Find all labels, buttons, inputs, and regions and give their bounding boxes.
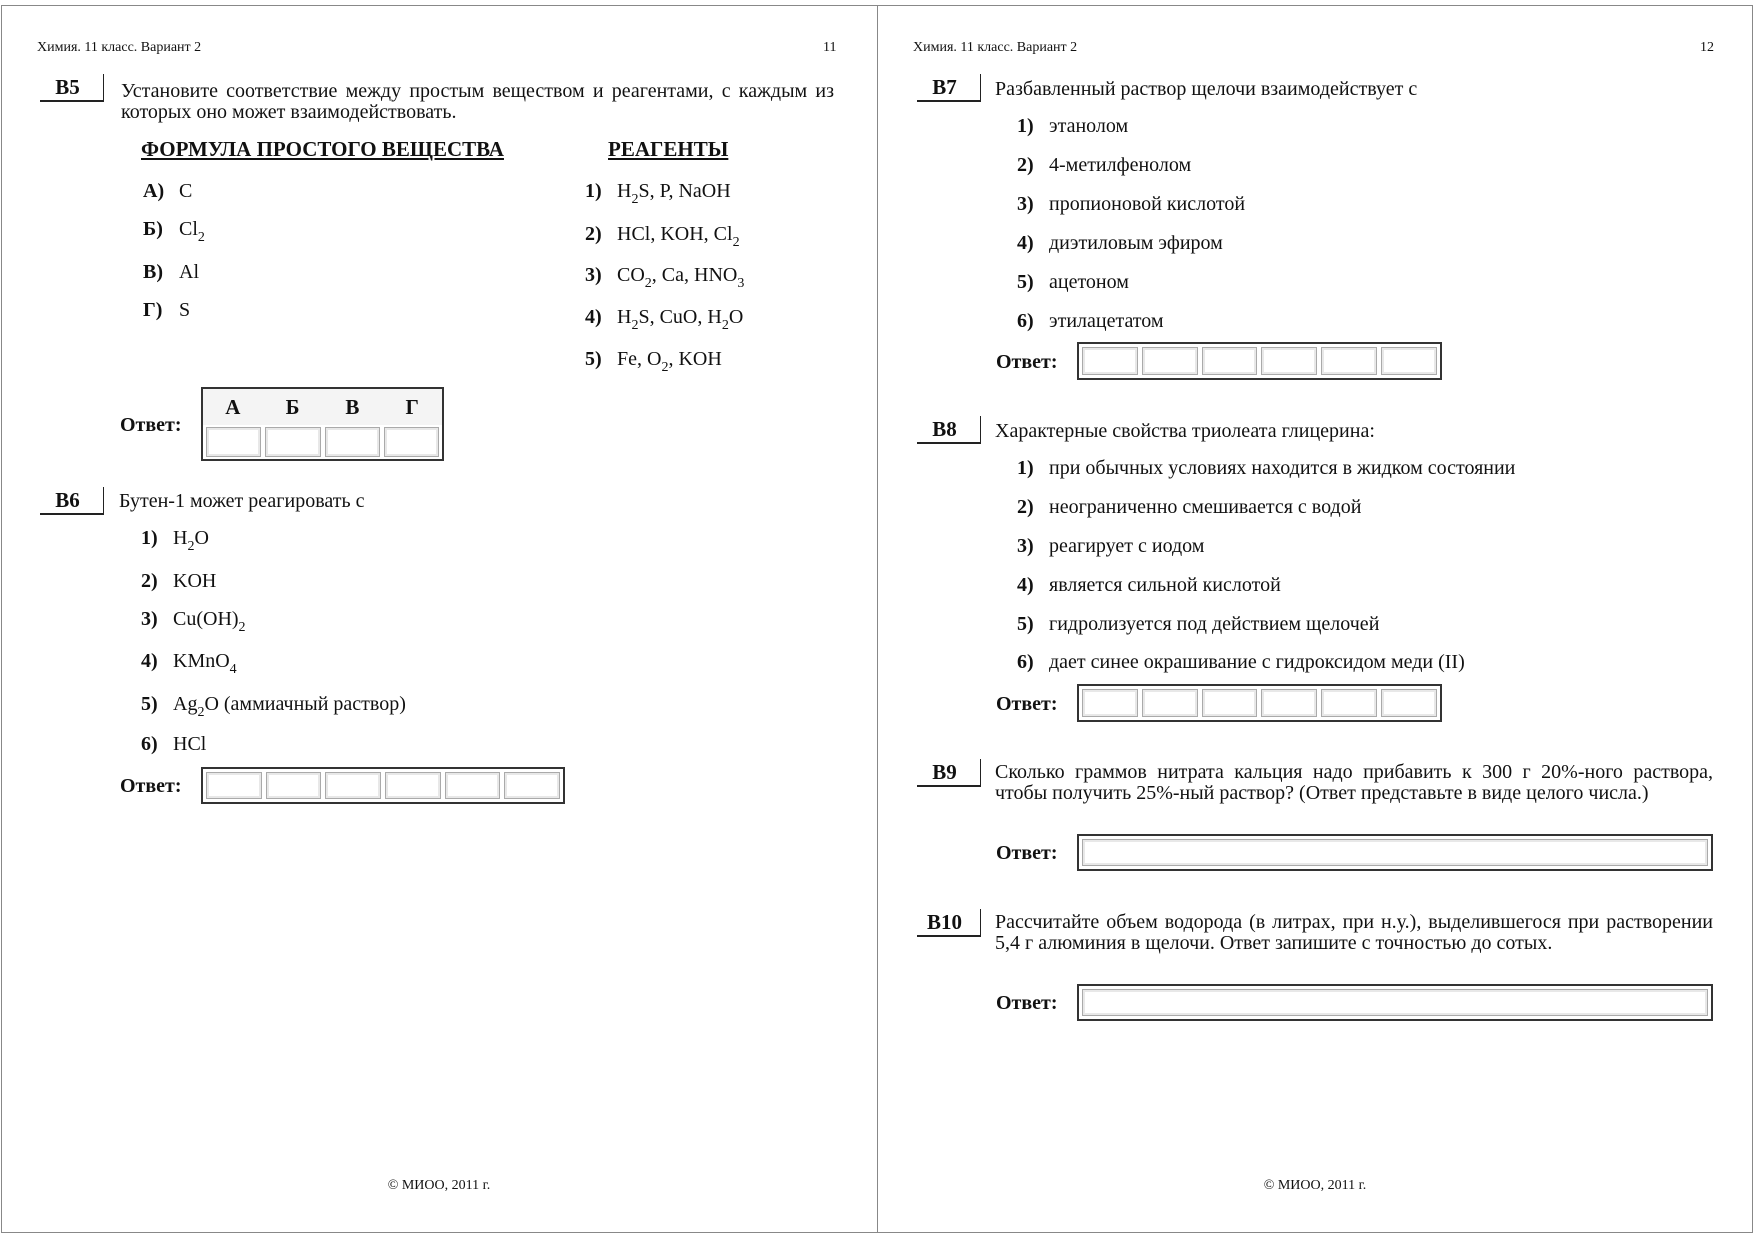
option-text: при обычных условиях находится в жидком состоянии bbox=[1049, 457, 1516, 479]
answer-column-header: Б bbox=[285, 395, 300, 419]
option-key: 1) bbox=[585, 180, 602, 202]
answer-cell[interactable] bbox=[1202, 347, 1258, 375]
option-text: является сильной кислотой bbox=[1049, 574, 1281, 596]
option-key: Б) bbox=[143, 218, 163, 240]
b10-answer-field[interactable] bbox=[1077, 984, 1713, 1021]
answer-cell[interactable] bbox=[1261, 689, 1317, 717]
option-text: $Cu(OH)_2$ bbox=[173, 608, 246, 635]
question-label-b5: B5 bbox=[40, 74, 104, 102]
option-text: HCl, KOH, $Cl_2$ bbox=[617, 223, 740, 250]
answer-cell[interactable] bbox=[1321, 347, 1377, 375]
column-heading-reagents: РЕАГЕНТЫ bbox=[608, 137, 729, 161]
page-footer: © МИОО, 2011 г. bbox=[1263, 1178, 1367, 1193]
option-key: 3) bbox=[585, 264, 602, 286]
answer-cell-a[interactable] bbox=[206, 427, 261, 457]
answer-cell[interactable] bbox=[325, 772, 381, 799]
answer-cell[interactable] bbox=[1142, 347, 1198, 375]
answer-cell[interactable] bbox=[1082, 839, 1708, 866]
answer-cell[interactable] bbox=[1261, 347, 1317, 375]
page-header: Химия. 11 класс. Вариант 2 bbox=[37, 40, 202, 55]
option-key: 5) bbox=[1017, 271, 1034, 293]
question-label-b8: B8 bbox=[917, 416, 981, 444]
answer-cell[interactable] bbox=[1082, 347, 1138, 375]
option-key: 5) bbox=[1017, 613, 1034, 635]
option-key: 2) bbox=[585, 223, 602, 245]
option-text: реагирует с иодом bbox=[1049, 535, 1205, 557]
answer-label: Ответ: bbox=[996, 693, 1058, 715]
option-key: 5) bbox=[585, 348, 602, 370]
option-text: C bbox=[179, 180, 193, 202]
answer-column-header: А bbox=[225, 395, 241, 419]
question-label-b9: B9 bbox=[917, 759, 981, 787]
option-text: дает синее окрашивание с гидроксидом меди (II) bbox=[1049, 651, 1465, 673]
option-key: 4) bbox=[585, 306, 602, 328]
option-key: 1) bbox=[1017, 115, 1034, 137]
page-header: Химия. 11 класс. Вариант 2 bbox=[913, 40, 1078, 55]
answer-label: Ответ: bbox=[996, 842, 1058, 864]
question-text-b5: Установите соответствие между простым веществом и реагентами, с каждым из которых оно может взаимодействовать. bbox=[121, 80, 834, 123]
option-text: 4-метилфенолом bbox=[1049, 154, 1192, 176]
option-key: 4) bbox=[1017, 232, 1034, 254]
question-label-b7: B7 bbox=[917, 74, 981, 102]
b5-answer-table bbox=[201, 387, 444, 461]
answer-label: Ответ: bbox=[120, 414, 182, 436]
answer-label: Ответ: bbox=[120, 775, 182, 797]
option-text: Al bbox=[179, 261, 199, 283]
answer-column-header: В bbox=[345, 395, 360, 419]
option-text: $H_2S$, CuO, $H_2O$ bbox=[617, 306, 744, 333]
answer-cell[interactable] bbox=[1321, 689, 1377, 717]
option-key: В) bbox=[143, 261, 163, 283]
option-key: 2) bbox=[1017, 496, 1034, 518]
answer-cell[interactable] bbox=[385, 772, 441, 799]
question-label-b6: B6 bbox=[40, 487, 104, 515]
option-text: Fe, $O_2$, KOH bbox=[617, 348, 722, 375]
question-label-b10: B10 bbox=[917, 909, 981, 937]
question-text-b7: Разбавленный раствор щелочи взаимодействует с bbox=[995, 78, 1418, 100]
option-key: Г) bbox=[143, 299, 163, 321]
b9-answer-field[interactable] bbox=[1077, 834, 1713, 871]
b8-answer-field[interactable] bbox=[1077, 684, 1442, 722]
option-text: диэтиловым эфиром bbox=[1049, 232, 1223, 254]
option-text: $H_2S$, P, NaOH bbox=[617, 180, 731, 207]
left-page bbox=[1, 5, 878, 1233]
option-text: $Cl_2$ bbox=[179, 218, 205, 245]
option-text: $Ag_2O$ (аммиачный раствор) bbox=[173, 693, 406, 720]
answer-cell-v[interactable] bbox=[325, 427, 380, 457]
option-text: HCl bbox=[173, 733, 207, 755]
answer-cell-g[interactable] bbox=[384, 427, 439, 457]
option-key: 6) bbox=[1017, 651, 1034, 673]
question-text-b8: Характерные свойства триолеата глицерина: bbox=[995, 420, 1375, 442]
column-heading-formula: ФОРМУЛА ПРОСТОГО ВЕЩЕСТВА bbox=[141, 137, 504, 161]
question-text-b6: Бутен-1 может реагировать с bbox=[119, 490, 365, 512]
option-text: S bbox=[179, 299, 191, 321]
option-key: 4) bbox=[1017, 574, 1034, 596]
b6-answer-field[interactable] bbox=[201, 767, 565, 804]
option-key: 6) bbox=[141, 733, 158, 755]
answer-cell[interactable] bbox=[1142, 689, 1198, 717]
option-text: KMnO$_4$ bbox=[173, 650, 237, 677]
option-key: 6) bbox=[1017, 310, 1034, 332]
answer-cell[interactable] bbox=[266, 772, 322, 799]
option-text: KOH bbox=[173, 570, 217, 592]
answer-label: Ответ: bbox=[996, 351, 1058, 373]
option-text: неограниченно смешивается с водой bbox=[1049, 496, 1362, 518]
answer-cell[interactable] bbox=[504, 772, 560, 799]
question-text-b9: Сколько граммов нитрата кальция надо прибавить к 300 г 20%-ного раствора, чтобы получить 25%-ный раствор? (Ответ представьте в виде целого числа.) bbox=[995, 761, 1713, 804]
option-key: 5) bbox=[141, 693, 158, 715]
answer-cell[interactable] bbox=[1381, 689, 1437, 717]
answer-cell[interactable] bbox=[1202, 689, 1258, 717]
answer-cell[interactable] bbox=[1082, 989, 1708, 1016]
answer-cell[interactable] bbox=[206, 772, 262, 799]
option-key: 2) bbox=[141, 570, 158, 592]
option-text: этанолом bbox=[1049, 115, 1129, 137]
answer-label: Ответ: bbox=[996, 992, 1058, 1014]
option-text: $CO_2$, Ca, $HNO_3$ bbox=[617, 264, 745, 291]
option-key: 1) bbox=[141, 527, 158, 549]
answer-cell[interactable] bbox=[1381, 347, 1437, 375]
option-text: $H_2O$ bbox=[173, 527, 209, 554]
b7-answer-field[interactable] bbox=[1077, 342, 1442, 380]
answer-cell-b[interactable] bbox=[265, 427, 320, 457]
answer-cell[interactable] bbox=[1082, 689, 1138, 717]
option-text: ацетоном bbox=[1049, 271, 1129, 293]
option-key: 3) bbox=[141, 608, 158, 630]
answer-table-header bbox=[203, 389, 442, 425]
option-text: гидролизуется под действием щелочей bbox=[1049, 613, 1380, 635]
option-key: 1) bbox=[1017, 457, 1034, 479]
page-number: 12 bbox=[1700, 40, 1714, 55]
answer-column-header: Г bbox=[405, 395, 419, 419]
option-key: 3) bbox=[1017, 193, 1034, 215]
option-key: 4) bbox=[141, 650, 158, 672]
option-key: 2) bbox=[1017, 154, 1034, 176]
option-text: пропионовой кислотой bbox=[1049, 193, 1246, 215]
page-number: 11 bbox=[823, 40, 837, 55]
question-text-b10: Рассчитайте объем водорода (в литрах, при н.у.), выделившегося при растворении 5,4 г алюминия в щелочи. Ответ запишите с точностью до сотых. bbox=[995, 911, 1713, 954]
answer-cell[interactable] bbox=[445, 772, 501, 799]
option-text: этилацетатом bbox=[1049, 310, 1164, 332]
page-footer: © МИОО, 2011 г. bbox=[387, 1178, 491, 1193]
option-key: А) bbox=[143, 180, 165, 202]
option-key: 3) bbox=[1017, 535, 1034, 557]
